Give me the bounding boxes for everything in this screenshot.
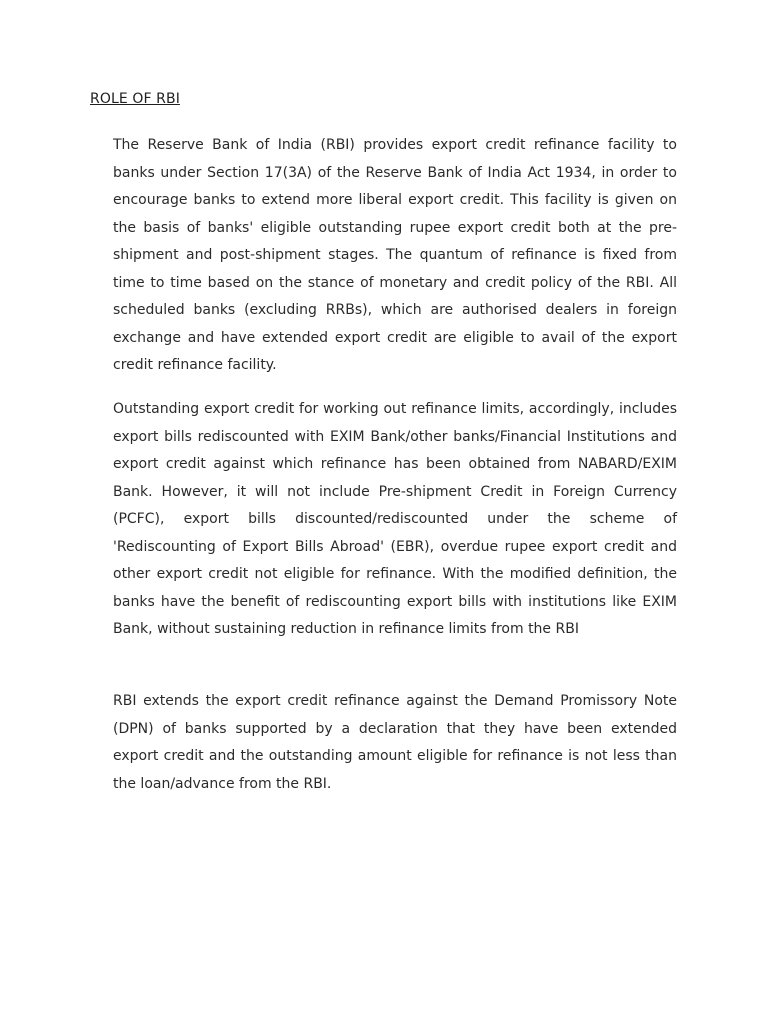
paragraph-refinance-facility: The Reserve Bank of India (RBI) provides export credit refinance facility to banks under Section 17(3A) of the Reserve Bank of India Act 1934, in order to encourage banks to extend more liberal export credit. This facility is given on the basis of banks' eligible outstanding rupee export credit both at the pre-shipment and post-shipment stages. The quantum of refinance is fixed from time to time based on the stance of monetary and credit policy of the RBI. All scheduled banks (excluding RRBs), which are authorised dealers in foreign exchange and have extended export credit are eligible to avail of the export credit refinance facility. [113,137,677,373]
page-title: ROLE OF RBI [90,91,180,107]
paragraph-outstanding-credit: Outstanding export credit for working out refinance limits, accordingly, includes export bills rediscounted with EXIM Bank/other banks/Financial Institutions and export credit against which refinance has been obtained from NABARD/EXIM Bank. However, it will not include Pre-shipment Credit in Foreign Currency (PCFC), export bills discounted/rediscounted under the scheme of 'Rediscounting of Export Bills Abroad' (EBR), overdue rupee export credit and other export credit not eligible for refinance. With the modified definition, the banks have the benefit of rediscounting export bills with institutions like EXIM Bank, without sustaining reduction in refinance limits from the RBI [113,401,677,637]
paragraph-dpn: RBI extends the export credit refinance against the Demand Promissory Note (DPN) of banks supported by a declaration that they have been extended export credit and the outstanding amount eligible for refinance is not less than the loan/advance from the RBI. [113,693,677,792]
